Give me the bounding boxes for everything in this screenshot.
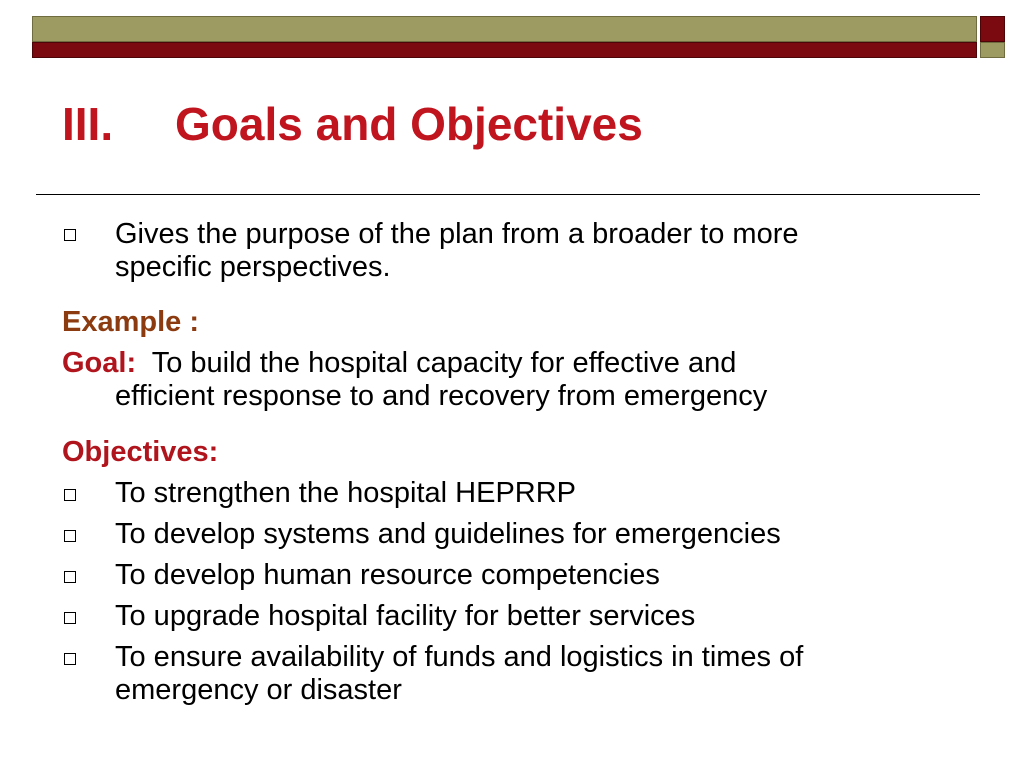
goal-label: Goal: — [62, 347, 137, 379]
bullet-square-icon — [64, 571, 76, 583]
header-square-red — [980, 16, 1005, 42]
objective-item: To develop human resource competencies — [115, 559, 660, 591]
title-text: Goals and Objectives — [175, 98, 643, 150]
objective-item-last-line-2: emergency or disaster — [115, 674, 402, 706]
bullet-square-icon — [64, 530, 76, 542]
goal-line-2: efficient response to and recovery from emergency — [115, 380, 768, 412]
objective-item-last-line-1: To ensure availability of funds and logistics in times of — [115, 641, 804, 673]
goal-line-1 — [62, 347, 736, 380]
title-divider — [36, 194, 980, 195]
title-number: III. — [62, 98, 114, 150]
header-bar-red — [32, 42, 977, 58]
header-square-olive — [980, 42, 1005, 58]
bullet-square-icon — [64, 489, 76, 501]
goal-text-1: To build the hospital capacity for effective and — [151, 347, 737, 379]
bullet-square-icon — [64, 229, 76, 241]
intro-line-1: Gives the purpose of the plan from a broader to more — [115, 218, 799, 250]
header-bar-olive — [32, 16, 977, 42]
bullet-square-icon — [64, 612, 76, 624]
slide-title — [62, 98, 643, 150]
objectives-label: Objectives: — [62, 436, 219, 468]
intro-line-2: specific perspectives. — [115, 251, 391, 283]
objective-item: To upgrade hospital facility for better services — [115, 600, 696, 632]
objective-item: To strengthen the hospital HEPRRP — [115, 477, 577, 509]
example-label: Example : — [62, 306, 199, 338]
objective-item: To develop systems and guidelines for emergencies — [115, 518, 781, 550]
bullet-square-icon — [64, 653, 76, 665]
